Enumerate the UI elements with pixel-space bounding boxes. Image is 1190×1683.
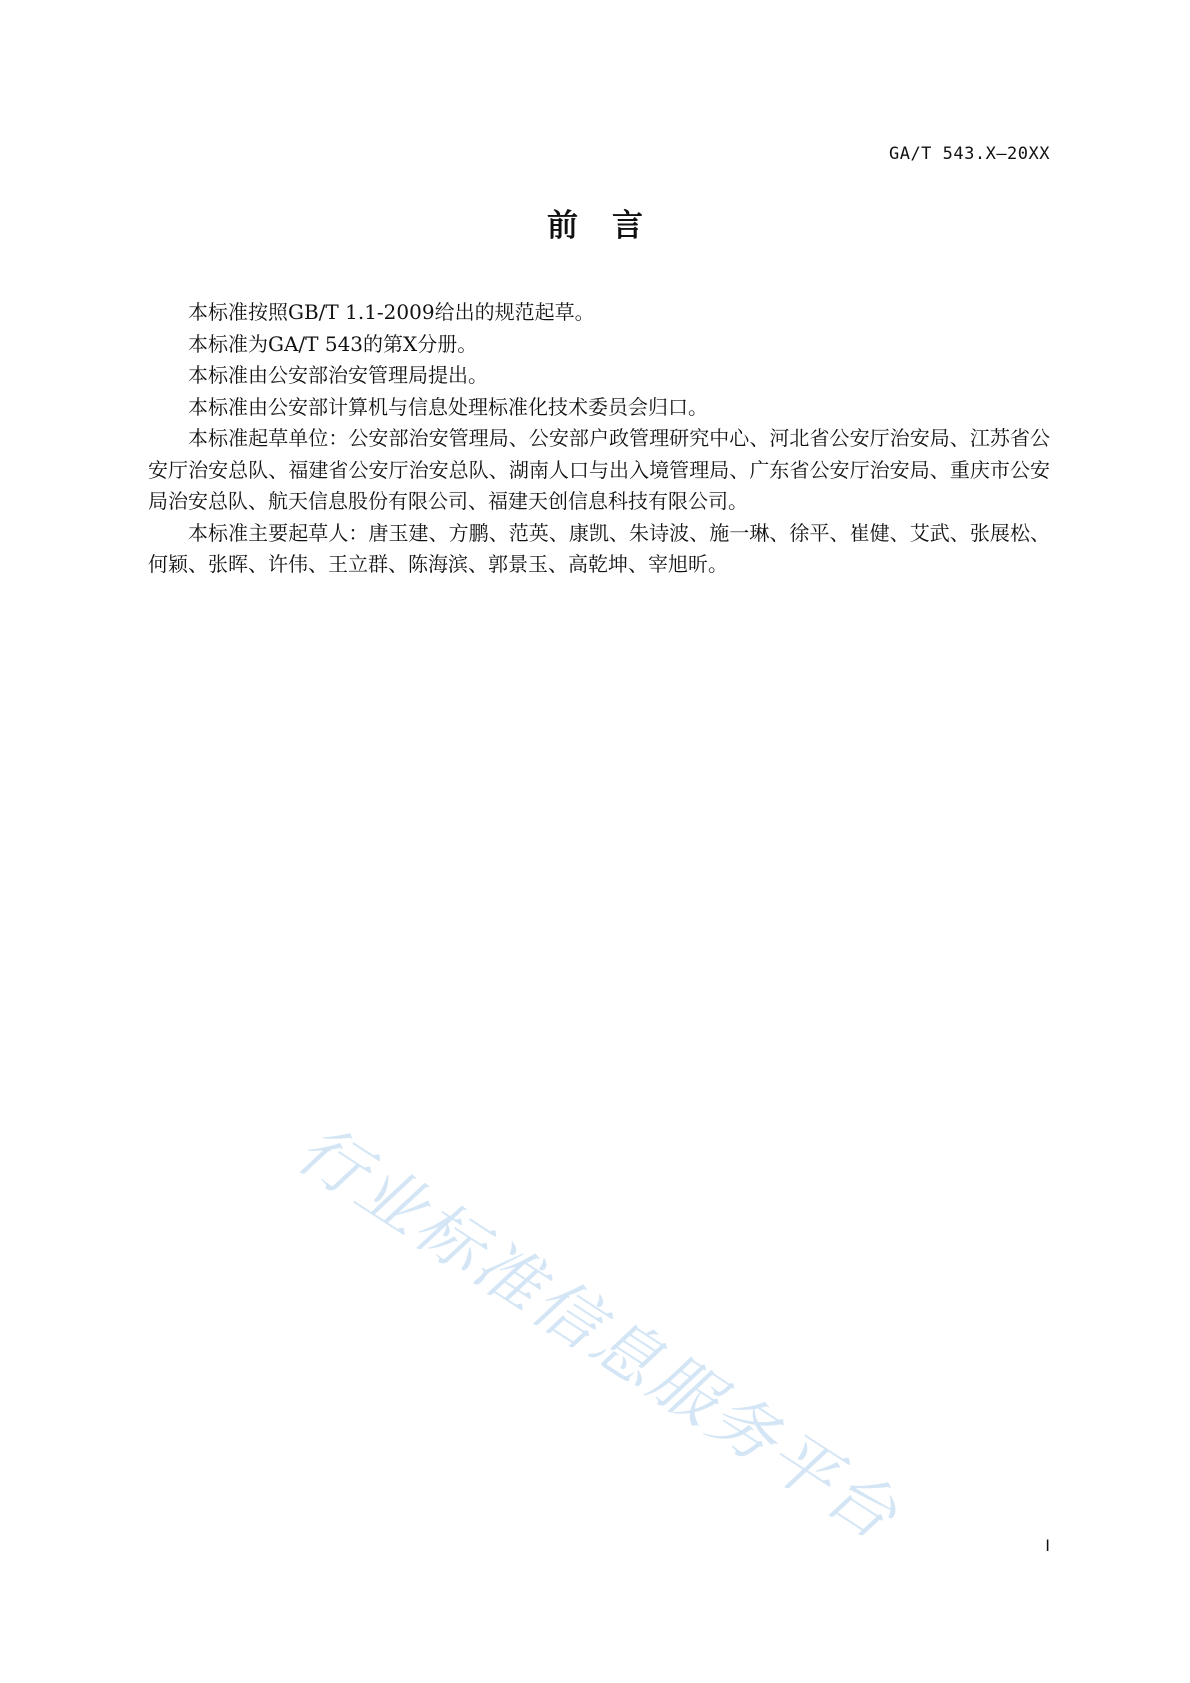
foreword-body [148,297,1050,581]
document-code: GA/T 543.X—20XX [888,144,1050,164]
paragraph-committee: 本标准由公安部计算机与信息处理标准化技术委员会归口。 [188,394,708,419]
watermark: 行业标准信息服务平台 [283,1110,913,1557]
page-number: I [1045,1536,1050,1555]
paragraph-drafting-rules: 本标准按照GB/T 1.1-2009给出的规范起草。 [188,300,595,324]
page-title: 前言 [547,208,677,244]
paragraph-part-info: 本标准为GA/T 543的第X分册。 [188,331,478,356]
paragraph-drafting-units: 本标准起草单位：公安部治安管理局、公安部户政管理研究中心、河北省公安厅治安局、江苏省公安厅治安总队、福建省公安厅治安总队、湖南人口与出入境管理局、广东省公安厅治安局、重庆市公安局治安总队、航天信息股份有限公司、福建天创信息科技有限公司。 [148,426,1050,513]
paragraph-drafters: 本标准主要起草人：唐玉建、方鹏、范英、康凯、朱诗波、施一琳、徐平、崔健、艾武、张展松、何颖、张晖、许伟、王立群、陈海滨、郭景玉、高乾坤、宰旭昕。 [148,520,1050,576]
paragraph-proposer: 本标准由公安部治安管理局提出。 [188,363,488,387]
